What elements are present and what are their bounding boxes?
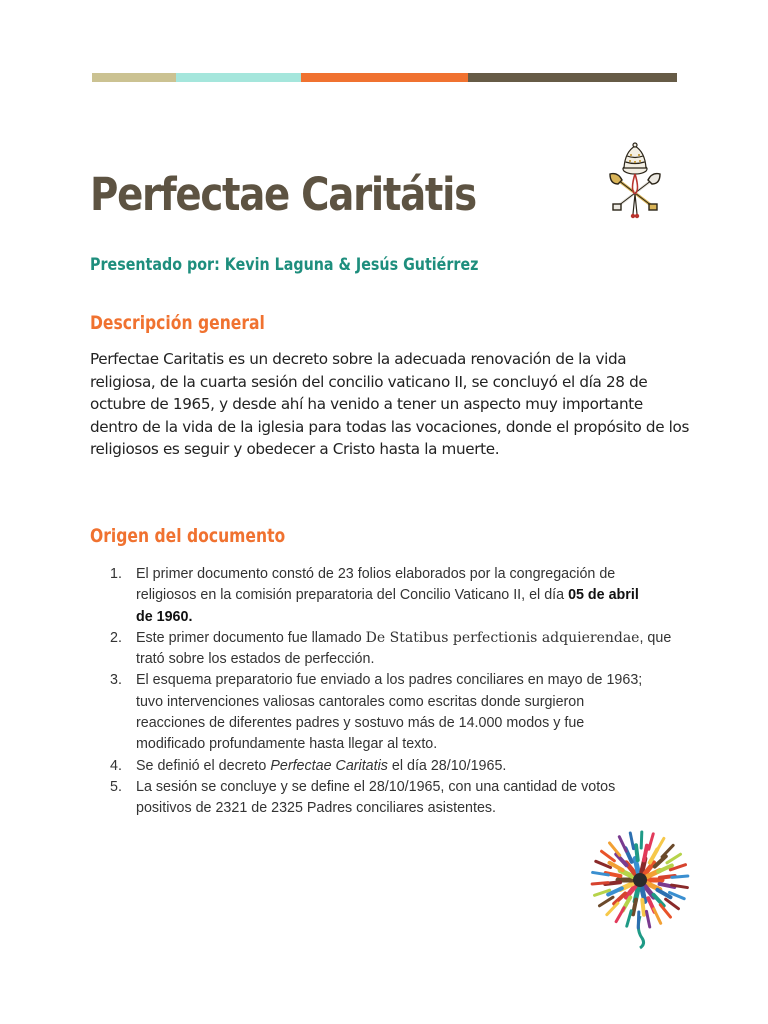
list-item bbox=[110, 670, 690, 755]
colorful-hands-flower-icon bbox=[586, 826, 694, 950]
list-line: trató sobre los estados de perfección. bbox=[136, 651, 375, 668]
list-number: 2. bbox=[110, 629, 122, 646]
flower-petal bbox=[654, 909, 661, 923]
list-line: positivos de 2321 de 2325 Padres conciliares asistentes. bbox=[136, 800, 497, 817]
flower-petal bbox=[641, 832, 642, 848]
document-latin-title: De Statibus perfectionis adquierendae bbox=[365, 629, 640, 646]
list-line: El primer documento constó de 23 folios elaborados por la congregación de bbox=[136, 566, 616, 582]
presented-by: Presentado por: Kevin Laguna & Jesús Gutiérrez bbox=[90, 255, 479, 275]
list-item bbox=[110, 628, 690, 671]
flower-petal bbox=[667, 854, 680, 863]
flower-petal bbox=[616, 854, 626, 865]
paragraph-line: religiosos es seguir y obedecer a Cristo hasta la muerte. bbox=[90, 440, 500, 459]
list-line bbox=[136, 585, 690, 606]
section-heading-origin: Origen del documento bbox=[90, 525, 286, 547]
color-segment bbox=[468, 73, 677, 82]
list-number: 1. bbox=[110, 566, 122, 582]
list-number: 5. bbox=[110, 778, 122, 795]
bold-date: de 1960. bbox=[136, 608, 193, 625]
general-description-paragraph bbox=[90, 348, 690, 461]
list-text: religiosos en la comisión preparatoria del Concilio Vaticano II, el día bbox=[136, 587, 569, 604]
document-title: Perfectae Caritátis bbox=[90, 168, 476, 221]
flower-petal bbox=[656, 838, 664, 852]
paragraph-line: religiosa, de la cuarta sesión del concilio vaticano II, se concluyó el día 28 de bbox=[90, 372, 648, 391]
list-item bbox=[110, 564, 690, 628]
flower-petal bbox=[666, 899, 679, 909]
list-line: reacciones de diferentes padres y sostuvo más de 14.000 modos y fue bbox=[136, 715, 585, 732]
flower-petal bbox=[614, 894, 625, 904]
flower-petal bbox=[627, 911, 631, 926]
list-text: , que bbox=[639, 629, 672, 646]
list-line: La sesión se concluye y se define el 28/10/1965, con una cantidad de votos bbox=[136, 778, 616, 795]
color-segment bbox=[301, 73, 468, 82]
flower-petal bbox=[592, 883, 608, 884]
list-line bbox=[136, 628, 690, 649]
list-line bbox=[136, 756, 690, 777]
flower-petal bbox=[662, 845, 673, 857]
flower-petal bbox=[636, 845, 638, 860]
flower-petal bbox=[607, 903, 618, 915]
list-item bbox=[110, 756, 690, 777]
flower-petal bbox=[655, 856, 666, 866]
list-text: Este primer documento fue llamado bbox=[136, 629, 366, 646]
flower-petal bbox=[672, 876, 688, 877]
top-color-bar bbox=[92, 73, 677, 82]
list-line: El esquema preparatorio fue enviado a los padres conciliares en mayo de 1963; bbox=[136, 672, 643, 689]
list-number: 3. bbox=[110, 672, 122, 689]
list-text: el día 28/10/1965. bbox=[387, 757, 507, 774]
bold-date: 05 de abril bbox=[568, 587, 639, 604]
flower-petal bbox=[654, 895, 664, 906]
flower-petal bbox=[616, 908, 624, 922]
list-text: Se definió el decreto bbox=[136, 757, 271, 774]
paragraph-line: octubre de 1965, y desde ahí ha venido a tener un aspecto muy importante bbox=[90, 395, 643, 414]
paragraph-line: Perfectae Caritatis es un decreto sobre la adecuada renovación de la vida bbox=[90, 350, 627, 368]
flower-petal bbox=[600, 897, 613, 906]
paragraph-line: dentro de la vida de la iglesia para todas las vocaciones, donde el propósito de los bbox=[90, 417, 690, 436]
section-heading-general: Descripción general bbox=[90, 312, 265, 334]
flower-petal bbox=[642, 900, 644, 915]
papal-coat-of-arms-icon bbox=[604, 142, 666, 222]
origin-list bbox=[110, 564, 690, 820]
list-item bbox=[110, 777, 690, 820]
flower-petal bbox=[619, 837, 626, 851]
color-segment bbox=[176, 73, 301, 82]
flower-petal bbox=[630, 833, 633, 849]
list-line: tuvo intervenciones valiosas cantorales como escritas donde surgieron bbox=[136, 693, 585, 710]
list-number: 4. bbox=[110, 757, 122, 774]
list-line: modificado profundamente hasta llegar al texto. bbox=[136, 736, 438, 753]
flower-petal bbox=[638, 912, 639, 928]
flower-petal bbox=[649, 834, 653, 849]
color-segment bbox=[92, 73, 176, 82]
flower-petal bbox=[646, 911, 649, 927]
flower-petal bbox=[602, 851, 615, 861]
decree-name: Perfectae Caritatis bbox=[270, 757, 388, 774]
